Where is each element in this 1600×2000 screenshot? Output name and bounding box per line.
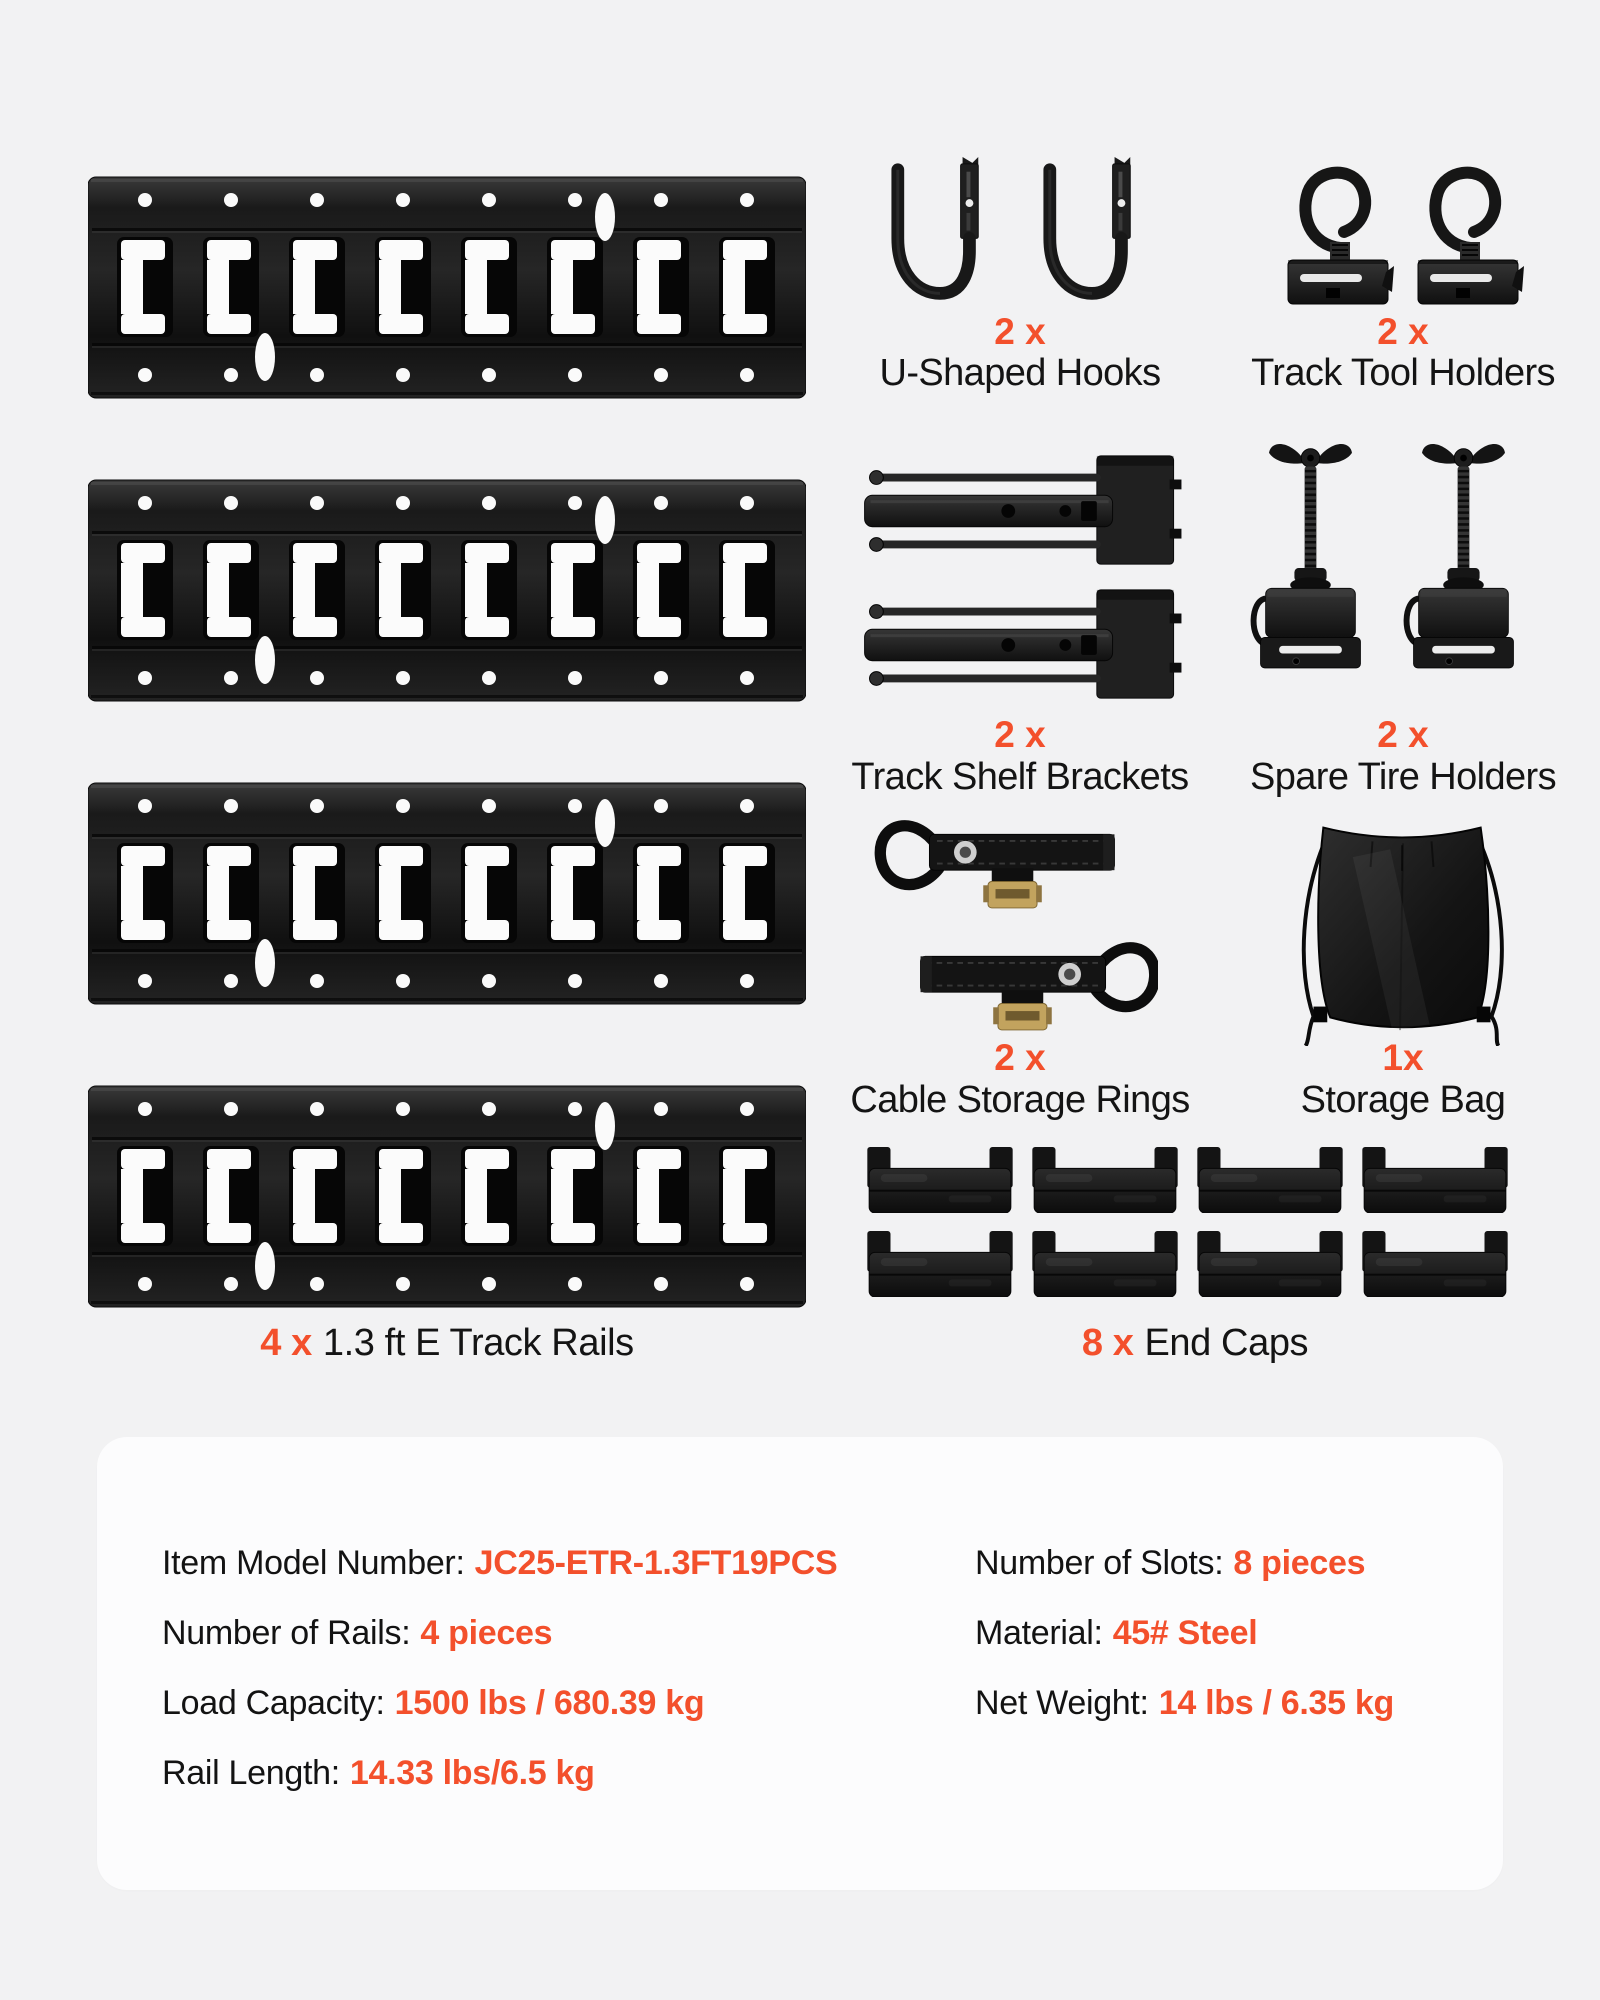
- rails-caption: [88, 1322, 806, 1365]
- end-cap-illustration: [1030, 1147, 1180, 1213]
- storage-bag-label: Storage Bag: [1300, 1079, 1506, 1121]
- end-cap-illustration: [1360, 1231, 1510, 1297]
- shelf-brackets-label: Track Shelf Brackets: [851, 756, 1189, 798]
- spec-label: Item Model Number:: [162, 1544, 465, 1582]
- spare-tire-holder-illustration: [1247, 436, 1374, 673]
- spec-item-model-number: [162, 1544, 837, 1583]
- spec-value: 8 pieces: [1233, 1544, 1366, 1582]
- track-shelf-bracket-illustration: [862, 584, 1188, 707]
- spec-label: Material:: [975, 1614, 1103, 1652]
- e-track-rail-illustration: [88, 478, 806, 703]
- u-hooks-label: U-Shaped Hooks: [879, 352, 1161, 394]
- end-caps-grid: [865, 1147, 1511, 1297]
- spec-net-weight: [975, 1684, 1394, 1723]
- u-hooks-qty: 2 x: [994, 311, 1046, 352]
- tool-holders-qty: 2 x: [1377, 311, 1429, 352]
- track-tool-holder-illustration: [1412, 160, 1524, 310]
- e-track-rail-illustration: [88, 175, 806, 400]
- end-caps-qty: 8 x: [1081, 1322, 1134, 1364]
- spare-tire-holder-illustration: [1400, 436, 1527, 673]
- track-shelf-bracket-illustration: [862, 450, 1188, 573]
- spec-label: Net Weight:: [975, 1684, 1149, 1722]
- tire-holders-qty: 2 x: [1377, 714, 1429, 755]
- e-track-rail-illustration: [88, 1084, 806, 1309]
- end-cap-illustration: [1030, 1231, 1180, 1297]
- e-track-rail-illustration: [88, 781, 806, 1006]
- spec-label: Number of Slots:: [975, 1544, 1224, 1582]
- spec-label: Number of Rails:: [162, 1614, 411, 1652]
- spec-load-capacity: [162, 1684, 704, 1723]
- end-cap-illustration: [1195, 1147, 1345, 1213]
- u-shaped-hook-illustration: [866, 156, 1014, 313]
- tool-holders-label: Track Tool Holders: [1251, 352, 1555, 394]
- spec-value: 14 lbs / 6.35 kg: [1158, 1684, 1394, 1722]
- cable-storage-ring-illustration: [902, 928, 1158, 1046]
- spec-label: Rail Length:: [162, 1754, 340, 1792]
- spec-value: 1500 lbs / 680.39 kg: [394, 1684, 705, 1722]
- spec-panel: [97, 1437, 1503, 1890]
- spec-value: 45# Steel: [1112, 1614, 1258, 1652]
- storage-bag-illustration: [1284, 798, 1520, 1046]
- cable-storage-ring-illustration: [868, 806, 1124, 924]
- spec-number-of-rails: [162, 1614, 552, 1653]
- end-cap-illustration: [1360, 1147, 1510, 1213]
- spec-value: JC25-ETR-1.3FT19PCS: [474, 1544, 838, 1582]
- spec-label: Load Capacity:: [162, 1684, 385, 1722]
- end-cap-illustration: [1195, 1231, 1345, 1297]
- spec-number-of-slots: [975, 1544, 1365, 1583]
- end-cap-illustration: [865, 1231, 1015, 1297]
- end-caps-caption: [850, 1322, 1540, 1365]
- storage-bag-qty: 1x: [1382, 1037, 1424, 1078]
- cable-rings-qty: 2 x: [994, 1037, 1046, 1078]
- rails-qty: 4 x: [260, 1322, 312, 1364]
- tire-holders-label: Spare Tire Holders: [1249, 756, 1556, 798]
- rails-label: 1.3 ft E Track Rails: [322, 1322, 634, 1364]
- end-cap-illustration: [865, 1147, 1015, 1213]
- spec-rail-length: [162, 1754, 595, 1793]
- u-shaped-hook-illustration: [1018, 156, 1166, 313]
- shelf-brackets-qty: 2 x: [994, 714, 1046, 755]
- spec-material: [975, 1614, 1257, 1653]
- cable-rings-label: Cable Storage Rings: [850, 1079, 1190, 1121]
- spec-value: 4 pieces: [420, 1614, 553, 1652]
- end-caps-label: End Caps: [1144, 1322, 1309, 1364]
- spec-value: 14.33 lbs/6.5 kg: [349, 1754, 595, 1792]
- track-tool-holder-illustration: [1282, 160, 1394, 310]
